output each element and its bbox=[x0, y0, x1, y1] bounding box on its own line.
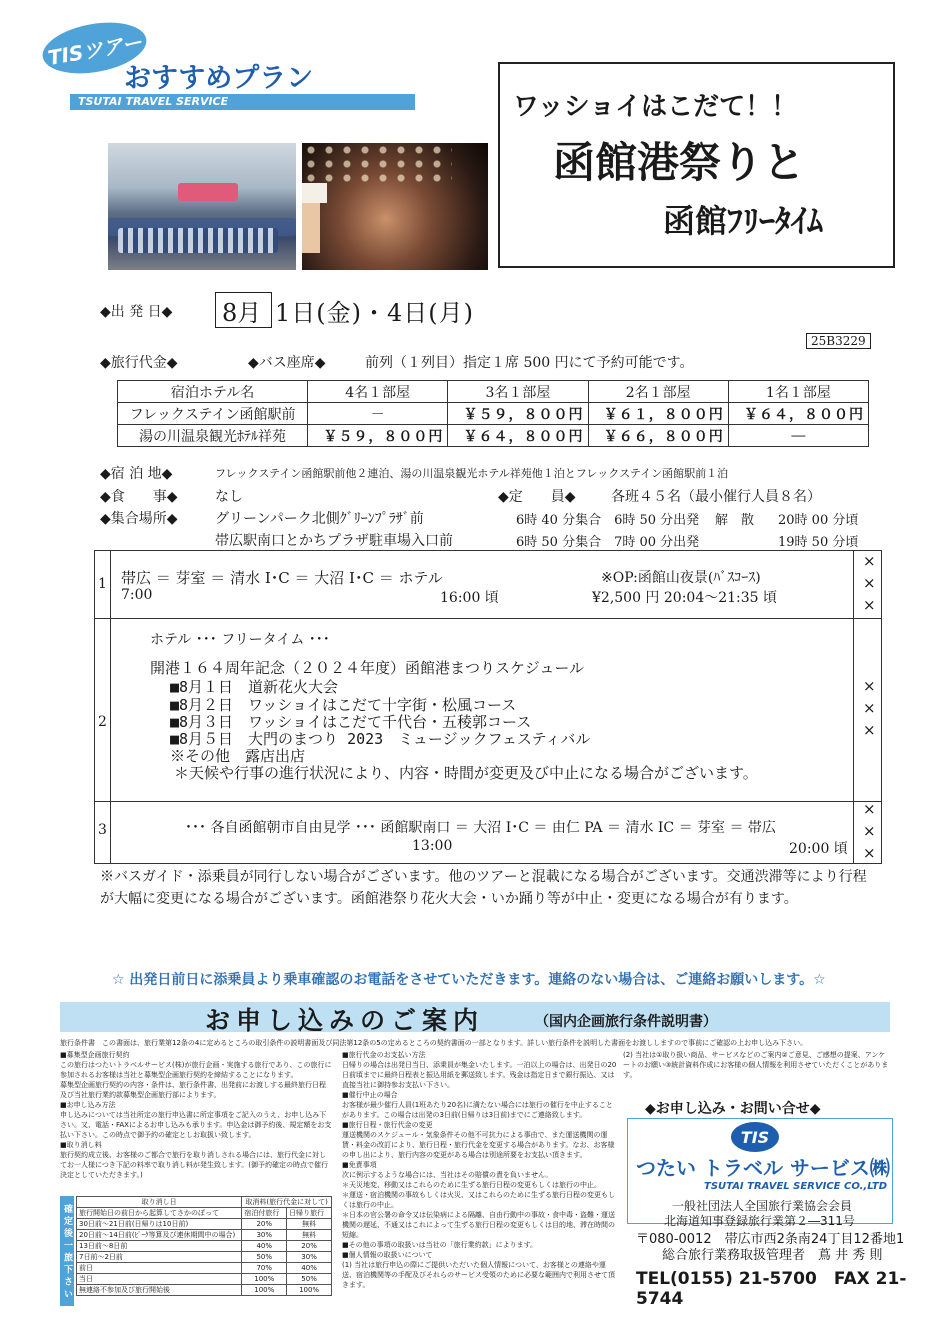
bus-seat-label: ◆バス座席◆ bbox=[248, 355, 326, 371]
meeting-place-2: 帯広駅南口とかちプラザ駐車場入口前 bbox=[215, 533, 453, 549]
price-cell: ￥６６，８００円 bbox=[588, 425, 728, 447]
table-row bbox=[77, 1285, 332, 1296]
disband-label: 解 散 bbox=[715, 513, 755, 528]
price-cell: ￥６４，８００円 bbox=[728, 403, 868, 425]
condition-text: この旅行はつたいトラベルサービス(株)が旅行企画・実施する旅行であり、この旅行に参加されるお客様は当社と募集型企画旅行契約を締結することになります。 bbox=[60, 1061, 332, 1079]
bus-seat-note: 前列（１列目）指定１席 500 円にて予約可能です。 bbox=[365, 355, 694, 371]
stay-value: フレックステイン函館駅前他２連泊、湯の川温泉観光ホテル祥苑他１泊とフレックステイン函館駅前１泊 bbox=[215, 467, 729, 480]
cancel-cell: 無料 bbox=[287, 1219, 332, 1230]
condition-text: ■お申し込み方法 bbox=[60, 1101, 116, 1109]
x-mark: × bbox=[863, 844, 876, 862]
company-name-en: TSUTAI TRAVEL SERVICE CO.,LTD bbox=[704, 1181, 888, 1192]
tour-code: 25B3229 bbox=[806, 333, 871, 349]
table-row bbox=[77, 1263, 332, 1274]
day1-option-price: ¥2,500 円 20:04～21:35 頃 bbox=[592, 590, 778, 606]
day-number: 1 bbox=[98, 576, 107, 592]
cancel-cell: 当日 bbox=[77, 1274, 242, 1285]
departure-label: ◆出 発 日◆ bbox=[100, 304, 173, 320]
condition-text: (1) 当社は旅行申込の際にご提供いただいた個人情報について、お客様との連絡や運送、宿泊機関等の手配及びそれらのサービス受領のために必要な範囲内で利用させて頂きます。 bbox=[342, 1261, 615, 1289]
x-mark: × bbox=[863, 574, 876, 592]
price-cell: ￥６１，８００円 bbox=[588, 403, 728, 425]
cancel-header: 取消料(旅行代金に対して) bbox=[242, 1197, 332, 1208]
brand-bar: TSUTAI TRAVEL SERVICE bbox=[70, 94, 415, 110]
schedule-item: ■8月５日 大門のまつり 2023 ミュージックフェスティバル bbox=[170, 730, 591, 748]
x-mark: × bbox=[863, 596, 876, 614]
cancel-header: 取り消し日 bbox=[77, 1197, 242, 1208]
plan-title: おすすめプラン bbox=[124, 63, 314, 94]
meeting-place-1: グリーンパーク北側ｸﾞﾘｰﾝﾌﾟﾗｻﾞ前 bbox=[215, 511, 424, 527]
table-row bbox=[77, 1252, 332, 1263]
meeting-time-2: 6時 50 分集合 7時 00 分出発 bbox=[516, 535, 700, 550]
table-row bbox=[77, 1208, 332, 1219]
company-logo: TIS bbox=[731, 1122, 779, 1152]
stay-label: ◆宿 泊 地◆ bbox=[100, 466, 173, 482]
day3-route: ･･･ 各自函館朝市自由見学 ･･･ 函館駅南口 ＝ 大沼 I･C ＝ 由仁 PA ＝ 清水 IC ＝ 芽室 ＝ 帯広 bbox=[185, 820, 776, 836]
condition-text: お客様が最少催行人員(1班あたり20名)に満たない場合には旅行の催行を中止することがあります。この場合は出発の3日前(日帰りは3日前)までにご連絡致します。 bbox=[342, 1101, 613, 1119]
header-2pax: 2名１部屋 bbox=[588, 381, 728, 403]
x-mark: × bbox=[863, 721, 876, 739]
cancel-cell: 100% bbox=[242, 1285, 287, 1296]
table-row bbox=[77, 1241, 332, 1252]
price-cell: ￥６４，８００円 bbox=[448, 425, 588, 447]
x-mark: × bbox=[863, 677, 876, 695]
disband-time-1: 20時 00 分頃 bbox=[778, 513, 859, 528]
cancel-subheader: 日帰り旅行 bbox=[287, 1208, 332, 1219]
table-row bbox=[77, 1274, 332, 1285]
header-4pax: 4名１部屋 bbox=[308, 381, 448, 403]
cancel-cell: 13日前～8日前 bbox=[77, 1241, 242, 1252]
cancel-cell: 30% bbox=[242, 1230, 287, 1241]
price-table bbox=[117, 380, 869, 447]
condition-text: 次に例示するような場合には、当社はその賠償の責を負いません。 bbox=[342, 1171, 553, 1179]
header-hotel: 宿泊ホテル名 bbox=[118, 381, 308, 403]
cancel-cell: 50% bbox=[287, 1274, 332, 1285]
departure-month: 8月 bbox=[222, 299, 262, 327]
condition-text: ■旅行代金のお支払い方法 bbox=[342, 1051, 426, 1059]
cancel-cell: 100% bbox=[287, 1285, 332, 1296]
day2-line1: ホテル ･･･ フリータイム ･･･ bbox=[150, 632, 330, 648]
condition-text: ■旅行日程・旅行代金の変更 bbox=[342, 1121, 433, 1129]
meeting-label: ◆集合場所◆ bbox=[100, 511, 178, 527]
schedule-item: ■8月３日 ワッショイはこだて千代台・五稜郭コース bbox=[170, 713, 532, 731]
condition-text: 運送機関のスケジュール・気象条件その他不可抗力による事由で、また運送機関の運賃・料金の改訂により、旅行日程・旅行代金を変更する場合があります。なお、お客様の申し出により、旅行内容の変更がある場合は別途所要をお支払い頂きます。 bbox=[342, 1131, 615, 1159]
price-cell: － bbox=[308, 403, 448, 425]
day-number: 3 bbox=[98, 822, 107, 838]
cancel-subheader: 宿泊付旅行 bbox=[242, 1208, 287, 1219]
notice-text bbox=[100, 866, 890, 910]
itinerary-table bbox=[94, 550, 882, 864]
cancellation-table bbox=[76, 1196, 332, 1296]
cancel-cell: 30日前～21日前(日帰りは10日前) bbox=[77, 1219, 242, 1230]
table-row bbox=[77, 1197, 332, 1208]
contact-heading: ◆お申し込み・お問い合せ◆ bbox=[645, 1101, 821, 1117]
condition-text: ■免責事項 bbox=[342, 1161, 377, 1169]
header-3pax: 3名１部屋 bbox=[448, 381, 588, 403]
x-mark: × bbox=[863, 552, 876, 570]
departure-days: 1日(金)・4日(月) bbox=[275, 299, 474, 327]
cancel-cell: 50% bbox=[242, 1252, 287, 1263]
day3-depart: 13:00 bbox=[412, 838, 453, 854]
day1-route: 帯広 ＝ 芽室 ＝ 清水 I･C ＝ 大沼 I･C ＝ ホテル bbox=[121, 569, 443, 587]
condition-text: (2) 当社は①取り扱い商品、サービスなどのご案内②ご意見、ご感想の提案、アンケートのお願い③統計資料作成にお客様の個人情報を利用させていただくことがあります。 bbox=[623, 1051, 889, 1079]
call-notice: ☆ 出発日前日に添乗員より乗車確認のお電話をさせていただきます。連絡のない場合は、ご連絡お願いします。☆ bbox=[112, 972, 826, 988]
registration: 北海道知事登録旅行業第２―311号 bbox=[664, 1214, 855, 1228]
cancel-cell: 前日 bbox=[77, 1263, 242, 1274]
festival-photo-parade bbox=[108, 143, 296, 270]
cancel-cell: 7日前～2日前 bbox=[77, 1252, 242, 1263]
conditions-column-3 bbox=[623, 1050, 891, 1080]
cancel-cell: 20% bbox=[242, 1219, 287, 1230]
header-1pax: 1名１部屋 bbox=[728, 381, 868, 403]
festival-schedule-heading: 開港１６４周年記念（２０２４年度）函館港まつりスケジュール bbox=[150, 659, 585, 677]
meal-label: ◆食 事◆ bbox=[100, 489, 178, 505]
x-mark: × bbox=[863, 800, 876, 818]
address: 〒080-0012 帯広市西2条南24丁目12番地1 bbox=[636, 1232, 905, 1247]
condition-text: 申し込みについては当社所定の旅行申込書に所定事項をご記入のうえ、お申し込み下さい。又、電話・FAXによるお申し込みも承ります。申込金は御予約後、規定額をお支払い下さい。この時点で御予約の確定としお取扱い致します。 bbox=[60, 1111, 332, 1139]
meal-value: なし bbox=[215, 489, 243, 505]
day1-option: ※OP:函館山夜景(ﾊﾞｽｺｰｽ) bbox=[601, 570, 761, 586]
condition-text: ■取り消し料 bbox=[60, 1141, 102, 1149]
condition-text: ■催行中止の場合 bbox=[342, 1091, 398, 1099]
conditions-column-1 bbox=[60, 1050, 332, 1180]
cancel-cell: 無連絡不参加及び旅行開始後 bbox=[77, 1285, 242, 1296]
condition-text: 旅行契約成立後、お客様のご都合で旅行を取り消しされる場合には、旅行代金に対してお一人様につき下記の料率で取り消し料が発生致します。(御予約確定の時点で催行決定としていただきます。) bbox=[60, 1151, 329, 1179]
cancel-subheader: 旅行開始日の前日から起算してさかのぼって bbox=[77, 1208, 242, 1219]
condition-text: ■募集型企画旅行契約 bbox=[60, 1051, 130, 1059]
price-cell: ￥５９，８００円 bbox=[308, 425, 448, 447]
condition-text: ＊日本の官公署の命令又は伝染病による隔離、自由行動中の事故・食中毒・盗難・運送機関の遅延、不通又はこれによって生ずる旅行日程の変更もしくは目的地、滞在時間の短縮。 bbox=[342, 1211, 615, 1239]
schedule-item: ■8月２日 ワッショイはこだて十字街・松風コース bbox=[170, 696, 517, 714]
price-table-header bbox=[118, 381, 869, 403]
disband-time-2: 19時 50 分頃 bbox=[778, 535, 859, 550]
title-line-3: 函館ﾌﾘｰﾀｲﾑ bbox=[663, 202, 824, 240]
hotel-name: フレックステイン函館駅前 bbox=[118, 403, 308, 425]
company-name: つたい トラベル サービス㈱ bbox=[636, 1156, 890, 1180]
cancel-side-label: 確 定 後 一 旅 下 さ い bbox=[60, 1196, 74, 1306]
festival-photo-dancers bbox=[302, 143, 488, 270]
schedule-other: ※その他 露店出店 bbox=[170, 747, 306, 765]
table-row bbox=[77, 1230, 332, 1241]
x-mark: × bbox=[863, 822, 876, 840]
day-number: 2 bbox=[98, 714, 107, 730]
cancel-cell: 無料 bbox=[287, 1230, 332, 1241]
notice-line: が大幅に変更になる場合がございます。函館港祭り花火大会・いか踊り等が中止・変更になる場合が有ります。 bbox=[100, 891, 798, 907]
title-line-1: ワッショイはこだて！！ bbox=[513, 92, 798, 122]
price-cell: ￥５９，８００円 bbox=[448, 403, 588, 425]
condition-text: 日帰りの場合は出発日当日、添乗員が集金いたします。一泊以上の場合は、出発日の20日前頃までに最終日程表と振込用紙を郵送致します。残金は指定日まで銀行振込、又は直接当社に御持参お支払い下さい。 bbox=[342, 1061, 617, 1089]
phone-fax: TEL(0155) 21-5700 FAX 21-5744 bbox=[636, 1269, 907, 1309]
hotel-name: 湯の川温泉観光ﾎﾃﾙ祥苑 bbox=[118, 425, 308, 447]
cancel-cell: 20% bbox=[287, 1241, 332, 1252]
manager: 総合旅行業務取扱管理者 蔦 井 秀 則 bbox=[662, 1248, 883, 1263]
cancel-cell: 40% bbox=[242, 1241, 287, 1252]
condition-text: ■その他の事項の取扱いは当社の「旅行業約款」によります。 bbox=[342, 1241, 538, 1249]
table-row bbox=[118, 403, 869, 425]
capacity-value: 各班４５名（最小催行人員８名） bbox=[611, 489, 821, 505]
title-line-2: 函館港祭りと bbox=[553, 138, 806, 187]
cancel-cell: 20日前～14日前(ﾋﾟｰｸ等算及び連休期間中の場合) bbox=[77, 1230, 242, 1241]
schedule-item: ■8月１日 道新花火大会 bbox=[170, 678, 339, 696]
cancel-cell: 70% bbox=[242, 1263, 287, 1274]
capacity-label: ◆定 員◆ bbox=[498, 489, 576, 505]
conditions-column-2 bbox=[342, 1050, 617, 1312]
day1-arrive: 16:00 頃 bbox=[440, 590, 499, 606]
cancel-cell: 30% bbox=[287, 1252, 332, 1263]
cancel-cell: 40% bbox=[287, 1263, 332, 1274]
condition-text: ＊運送・宿泊機関の事故もしくは火災、又はこれらのために生ずる旅行日程の変更もしくは旅行の中止。 bbox=[342, 1191, 615, 1209]
notice-line: ※バスガイド・添乗員が同行しない場合がございます。他のツアーと混載になる場合がございます。交通渋滞等により行程 bbox=[100, 869, 867, 885]
table-row bbox=[77, 1219, 332, 1230]
tis-tour-logo: TISツアー bbox=[39, 15, 151, 81]
condition-text: ■個人情報の取扱いについて bbox=[342, 1251, 433, 1259]
table-row bbox=[118, 425, 869, 447]
conditions-intro: 旅行条件書 この書面は、旅行業第12条の4に定めるところの取引条件の説明書面及び同法第12条の5の定めるところの契約書面の一部となります。詳しい旅行条件を説明した書面をお渡ししますので事前にご確認の上お申し込み下さい。 bbox=[60, 1039, 808, 1047]
cancel-cell: 100% bbox=[242, 1274, 287, 1285]
day3-arrive: 20:00 頃 bbox=[789, 841, 848, 857]
condition-text: ＊天災地変、移動又はこれらのために生ずる旅行日程の変更もしくは旅行の中止。 bbox=[342, 1181, 601, 1189]
apply-title: お申し込みのご案内 bbox=[205, 1006, 485, 1035]
schedule-note: ＊天候や行事の進行状況により、内容・時間が変更及び中止になる場合がございます。 bbox=[174, 764, 758, 782]
price-cell: ― bbox=[728, 425, 868, 447]
meeting-time-1: 6時 40 分集合 6時 50 分出発 bbox=[516, 513, 700, 528]
day1-depart: 7:00 bbox=[121, 587, 153, 603]
association: 一般社団法人全国旅行業協会会員 bbox=[672, 1199, 853, 1213]
apply-subtitle: （国内企画旅行条件説明書） bbox=[535, 1014, 717, 1030]
x-mark: × bbox=[863, 699, 876, 717]
condition-text: 募集型企画旅行契約の内容・条件は、旅行条件書、出発前にお渡しする最終旅行日程及び当社旅行業約款募集型企画旅行部によります。 bbox=[60, 1081, 326, 1099]
price-label: ◆旅行代金◆ bbox=[100, 355, 178, 371]
